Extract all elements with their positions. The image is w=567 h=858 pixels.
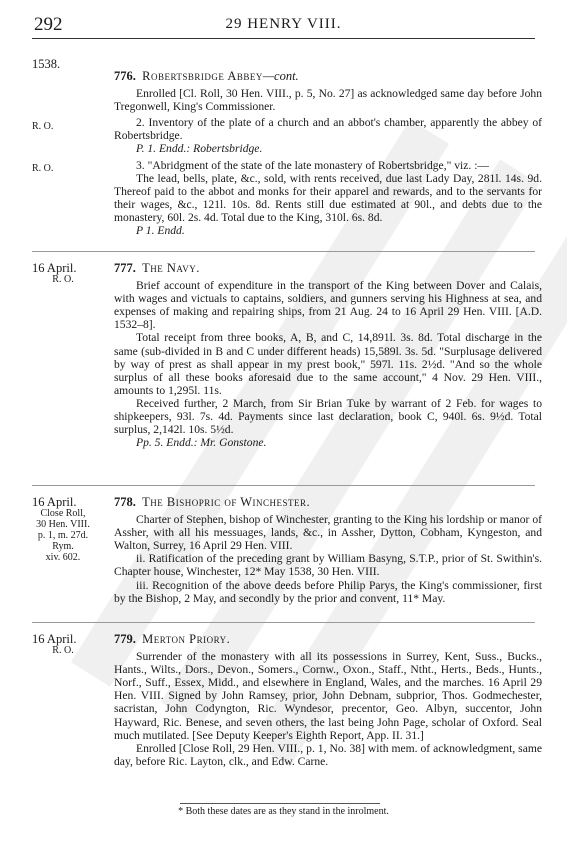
entry-776-para-3-endd: P 1. Endd. [136, 224, 185, 238]
entry-divider [32, 622, 535, 623]
entry-776-body [114, 70, 542, 237]
ro-label: R. O. [32, 163, 54, 174]
entry-779-heading [114, 633, 542, 646]
entry-776-para-2: 2. Inventory of the plate of a church and an abbot's chamber, apparently the abbey of Robertsbridge. [114, 116, 542, 143]
page-number: 292 [34, 14, 63, 35]
entry-778-para-2: ii. Ratification of the preceding grant by William Basyng, S.T.P., prior of St. Swithin's. Chapter house, Winchester, 12* May 1538, 30 Hen. VIII. [114, 552, 542, 579]
entry-777-para-2: Total receipt from three books, A, B, and C, 14,891l. 3s. 8d. Total discharge in the same (sub-divided in B and C under different heads) 15,589l. 3s. 5d. "Surplusage delivered by way of prest as shall appear in my prest book," 597l. 11s. 2½d. "And so the whole surplus of all these books aforesaid due to the same account," 4 Nov. 29 Hen. VIII., amounts to 1,295l. 11s. [114, 331, 542, 397]
entry-778-title: The Bishopric of Winchester. [142, 495, 311, 509]
entry-778-heading [114, 496, 542, 509]
entry-777-para-3: Received further, 2 March, from Sir Brian Tuke by warrant of 2 Feb. for wages to shipkeepers, 93l. 7s. 4d. Payments since last declaration, book C, 940l. 6s. 9½d. Total surplus, 2,142l. 10s. 5½d. [114, 396, 542, 437]
reference-line: 30 Hen. VIII. [36, 519, 90, 530]
entry-776-para-1: Enrolled [Cl. Roll, 30 Hen. VIII., p. 5, No. 27] as acknowledged same day before John Tregonwell, King's Commissioner. [114, 87, 542, 114]
entry-777-endd: Pp. 5. Endd.: Mr. Gonstone. [136, 436, 267, 450]
entry-divider [32, 485, 535, 486]
date-label: 16 April. [32, 632, 77, 646]
entry-777-heading [114, 262, 542, 275]
entry-779-number: 779. [114, 632, 136, 646]
entry-778-para-3: iii. Recognition of the above deeds before Philip Parys, the King's commissioner, first by the Bishop, 2 May, and secondly by the prior and convent, 11* May. [114, 578, 542, 605]
entry-778-para-1: Charter of Stephen, bishop of Winchester, granting to the King his lordship or manor of Assher, with all his messuages, lands, &c., in Assher, Dytton, Cobham, Kyngeston, and Walton, Surrey, 16 April 29 Hen. VIII. [114, 513, 542, 553]
reference-line: Rym. [52, 541, 74, 552]
ro-label: R. O. [52, 274, 74, 285]
entry-776-para-2-endd: P. 1. Endd.: Robertsbridge. [136, 142, 263, 156]
entry-divider [32, 251, 535, 252]
date-label: 16 April. [32, 495, 77, 509]
ro-label: R. O. [32, 121, 54, 132]
page-header [0, 14, 567, 40]
entry-776-title-suffix: —cont. [262, 69, 299, 83]
footnote-rule [180, 803, 380, 804]
entry-776-para-3: 3. "Abridgment of the state of the late monastery of Robertsbridge," viz. :— [136, 158, 490, 172]
entry-776-margin [32, 58, 110, 70]
entry-778-margin [32, 496, 110, 563]
entry-776-number: 776. [114, 69, 136, 83]
entry-779-para-1: Surrender of the monastery with all its possessions in Surrey, Kent, Suss., Bucks., Hants., Wilts., Dors., Devon., Somers., Cornw., Oxon., Staff., Ntht., Herts., Beds., Hunts., Norf., Suff., Essex, Midd., and elsewhere in England, Wales, and the marches. 16 April 29 Hen. VIII. Signed by John Ramsey, prior, John Debnam, subprior, Thos. Godmechester, sacristan, John Codyngton, Ric. Wyndesor, precentor, Geo. Albyn, succentor, John Hayward, Ric. Benese, and seven others, the last being John Page, scholar of Oxford. Seal much mutilated. [See Deputy Keeper's Eighth Report, App. II. 31.] [114, 650, 542, 742]
entry-776-title: Robertsbridge Abbey [142, 69, 263, 83]
year-label: 1538. [32, 57, 61, 71]
entry-779-margin [32, 633, 110, 656]
entry-777-para-1: Brief account of expenditure in the transport of the King between Dover and Calais, with wages and victuals to captains, soldiers, and gunners serving his Highness at sea, and expenses of making and repairing ships, from 21 Aug. 24 to 16 April 29 Hen. VIII. [A.D. 1532–8]. [114, 279, 542, 332]
date-label: 16 April. [32, 261, 77, 275]
footnote: * Both these dates are as they stand in the inrolment. [178, 806, 389, 817]
reference-line: xiv. 602. [45, 552, 81, 563]
reference-line: p. 1, m. 27d. [37, 530, 89, 541]
entry-777-number: 777. [114, 261, 136, 275]
entry-778-number: 778. [114, 495, 136, 509]
entry-776-heading [114, 70, 542, 83]
header-rule [32, 38, 535, 39]
entry-778-body [114, 496, 542, 605]
entry-779-para-2: Enrolled [Close Roll, 29 Hen. VIII., p. 1, No. 38] with mem. of acknowledgment, same day, before Ric. Layton, clk., and Edw. Carne. [114, 741, 542, 768]
reference-line: Close Roll, [40, 508, 86, 519]
entry-779-title: Merton Priory. [142, 632, 231, 646]
entry-779-body [114, 633, 542, 768]
entry-777-margin [32, 262, 110, 285]
entry-776-para-3-detail: The lead, bells, plate, &c., sold, with rents received, due last Lady Day, 281l. 14s. 9d. Thereof paid to the abbot and monks for their apparel and rewards, and to the servants for their wages, &c., 121l. 10s. 8d. Rents still due estimated at 90l., and debts due to the monastery, 60l. 2s. 4d. Total due to the King, 310l. 6s. 8d. [114, 171, 542, 224]
running-head: 29 HENRY VIII. [225, 16, 342, 32]
entry-777-body [114, 262, 542, 449]
entry-777-title: The Navy. [142, 261, 200, 275]
ro-label: R. O. [52, 645, 74, 656]
